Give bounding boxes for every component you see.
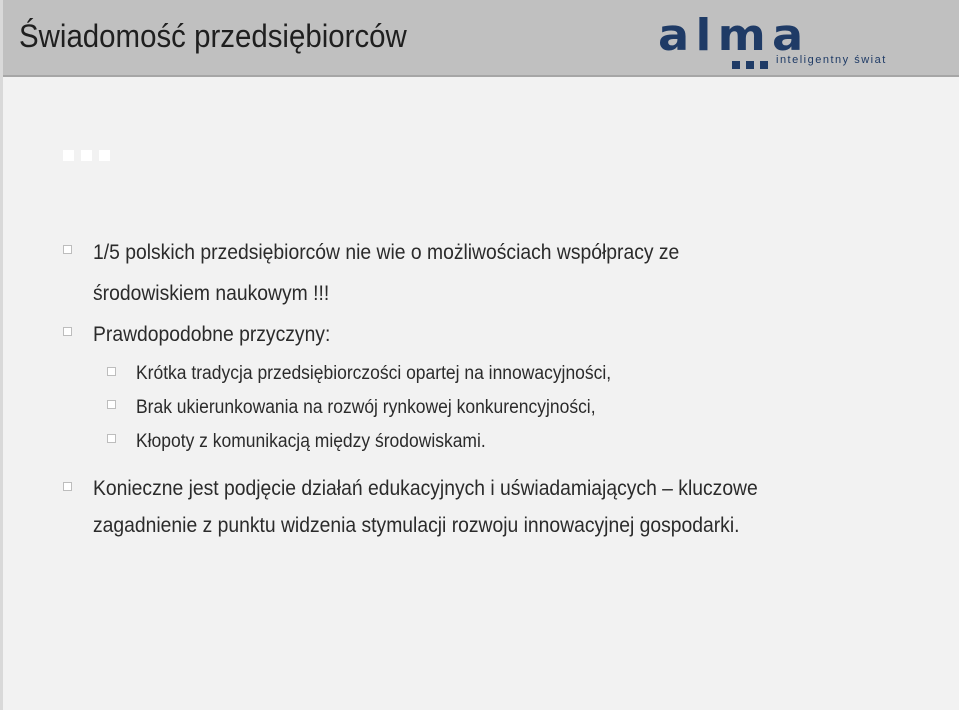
bullet-2-line-1: Prawdopodobne przyczyny: <box>93 323 331 346</box>
sub-bullet-3: Kłopoty z komunikacją między środowiskami. <box>136 431 486 452</box>
bullet-1-line-2: środowiskiem naukowym !!! <box>93 282 330 305</box>
bullet-icon <box>63 245 72 254</box>
alma-logo <box>658 10 894 68</box>
bullet-icon <box>63 327 72 336</box>
sub-bullet-1: Krótka tradycja przedsiębiorczości opartej na innowacyjności, <box>136 363 612 384</box>
logo-squares <box>732 56 774 66</box>
bullet-icon <box>63 482 72 491</box>
bullet-3-line-2: zagadnienie z punktu widzenia stymulacji rozwoju innowacyjnej gospodarki. <box>93 514 740 537</box>
bullet-1-line-1: 1/5 polskich przedsiębiorców nie wie o możliwościach współpracy ze <box>93 241 680 264</box>
sub-bullet-icon <box>107 400 116 409</box>
page-title: Świadomość przedsiębiorców <box>19 18 407 54</box>
logo-tagline: inteligentny świat <box>776 54 887 66</box>
decorative-ellipsis <box>63 150 117 162</box>
logo-wordmark: alma <box>658 10 810 61</box>
bullet-3-line-1: Konieczne jest podjęcie działań edukacyjnych i uświadamiających – kluczowe <box>93 477 758 500</box>
sub-bullet-icon <box>107 434 116 443</box>
sub-bullet-2: Brak ukierunkowania na rozwój rynkowej konkurencyjności, <box>136 397 596 418</box>
header-bar <box>3 0 959 77</box>
sub-bullet-icon <box>107 367 116 376</box>
